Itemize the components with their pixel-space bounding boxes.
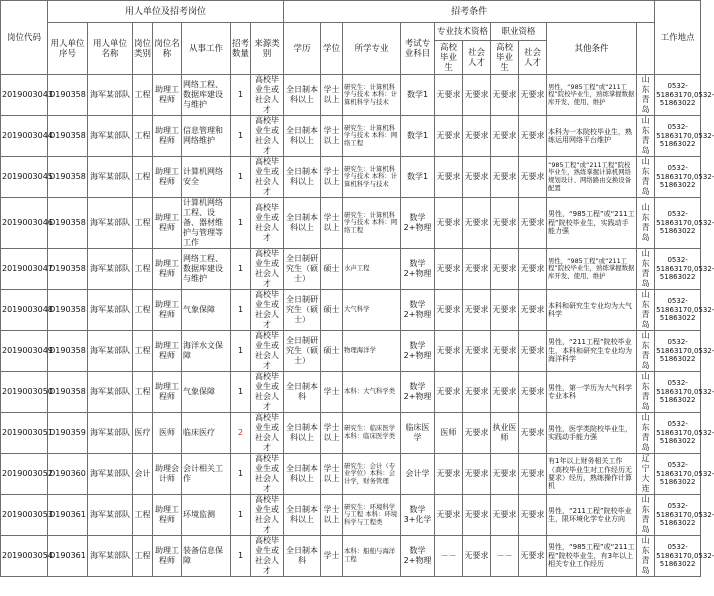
tech-social-cell: 无要求: [463, 157, 491, 198]
post-name-cell: 助理工程师: [153, 75, 182, 116]
degree-cell: 学士以上: [321, 75, 343, 116]
other-conditions-cell: 男性，“211工程”院校毕业生，本科和研究生专业均为海洋科学: [547, 331, 637, 372]
major-cell: 物理海洋学: [343, 331, 401, 372]
work-place-cell: 山东青岛: [637, 157, 655, 198]
header-exam-subject: 考试专业科目: [401, 23, 435, 75]
exam-subject-cell: 数学1: [401, 75, 435, 116]
unit-name-cell: 海军某部队: [88, 249, 133, 290]
table-row: [1, 157, 701, 198]
major-cell: 研究生：环境科学与工程 本科：环境科学与工程类: [343, 495, 401, 536]
header-group-conditions: 招考条件: [284, 1, 655, 23]
other-conditions-cell: 男性，“985工程”或“211工程”院校毕业生，熟练掌握数据库开发、使用、维护: [547, 249, 637, 290]
post-type-cell: 工程: [133, 116, 153, 157]
education-cell: 全日制研究生（硕士）: [284, 249, 321, 290]
position-code-cell: 2019003051: [1, 413, 48, 454]
header-unit-seq: 用人单位序号: [48, 23, 88, 75]
post-name-cell: 助理工程师: [153, 249, 182, 290]
table-row: [1, 198, 701, 249]
header-work-place: 工作地点: [655, 1, 701, 75]
job-social-cell: 无要求: [519, 198, 547, 249]
post-type-cell: 医疗: [133, 413, 153, 454]
tech-graduate-cell: －－: [435, 536, 463, 577]
tech-social-cell: 无要求: [463, 198, 491, 249]
job-graduate-cell: 无要求: [491, 157, 519, 198]
education-cell: 全日制本科以上: [284, 75, 321, 116]
header-group-unit: 用人单位及招考岗位: [48, 1, 284, 23]
unit-seq-cell: D190358: [48, 157, 88, 198]
work-place-cell: 山东青岛: [637, 116, 655, 157]
education-cell: 全日制本科以上: [284, 157, 321, 198]
work-cell: 气象保障: [182, 372, 231, 413]
phone-cell: 0532-51863170,0532-51863022: [655, 116, 701, 157]
unit-name-cell: 海军某部队: [88, 198, 133, 249]
post-name-cell: 助理工程师: [153, 536, 182, 577]
job-social-cell: 无要求: [519, 290, 547, 331]
major-cell: 研究生：临床医学 本科：临床医学类: [343, 413, 401, 454]
position-code-cell: 2019003044: [1, 116, 48, 157]
post-type-cell: 工程: [133, 495, 153, 536]
post-name-cell: 助理工程师: [153, 198, 182, 249]
header-tech-graduate: 高校毕业生: [435, 41, 463, 75]
other-conditions-cell: “985工程”或“211工程”院校毕业生，熟练掌握计算机网络规划设计、网络路由交换设备配置: [547, 157, 637, 198]
job-social-cell: 无要求: [519, 495, 547, 536]
unit-name-cell: 海军某部队: [88, 372, 133, 413]
job-graduate-cell: 无要求: [491, 290, 519, 331]
post-name-cell: 助理工程师: [153, 116, 182, 157]
exam-subject-cell: 数学2+物理: [401, 290, 435, 331]
major-cell: 本科：船舶与海洋工程: [343, 536, 401, 577]
tech-graduate-cell: 无要求: [435, 331, 463, 372]
post-type-cell: 工程: [133, 198, 153, 249]
table-row: [1, 372, 701, 413]
source-cell: 高校毕业生或社会人才: [251, 249, 284, 290]
post-name-cell: 助理工程师: [153, 290, 182, 331]
tech-graduate-cell: 无要求: [435, 454, 463, 495]
phone-cell: 0532-51863170,0532-51863022: [655, 454, 701, 495]
tech-social-cell: 无要求: [463, 331, 491, 372]
phone-cell: 0532-51863170,0532-51863022: [655, 157, 701, 198]
tech-social-cell: 无要求: [463, 454, 491, 495]
unit-seq-cell: D190358: [48, 290, 88, 331]
job-graduate-cell: 无要求: [491, 198, 519, 249]
unit-seq-cell: D190361: [48, 495, 88, 536]
exam-subject-cell: 数学1: [401, 116, 435, 157]
work-place-cell: 山东青岛: [637, 536, 655, 577]
job-social-cell: 无要求: [519, 116, 547, 157]
quota-cell: 2: [231, 413, 251, 454]
work-place-cell: 山东青岛: [637, 75, 655, 116]
quota-cell: 1: [231, 454, 251, 495]
work-place-cell: 山东青岛: [637, 413, 655, 454]
post-name-cell: 助理工程师: [153, 157, 182, 198]
tech-social-cell: 无要求: [463, 536, 491, 577]
header-major: 所学专业: [343, 23, 401, 75]
education-cell: 全日制本科以上: [284, 198, 321, 249]
tech-graduate-cell: 无要求: [435, 290, 463, 331]
tech-graduate-cell: 无要求: [435, 495, 463, 536]
degree-cell: 学士: [321, 372, 343, 413]
post-type-cell: 工程: [133, 249, 153, 290]
phone-cell: 0532-51863170,0532-51863022: [655, 413, 701, 454]
table-row: [1, 290, 701, 331]
education-cell: 全日制本科以上: [284, 116, 321, 157]
source-cell: 高校毕业生或社会人才: [251, 290, 284, 331]
education-cell: 全日制本科: [284, 536, 321, 577]
job-graduate-cell: －－: [491, 536, 519, 577]
degree-cell: 硕士: [321, 331, 343, 372]
unit-seq-cell: D190358: [48, 331, 88, 372]
unit-seq-cell: D190358: [48, 198, 88, 249]
quota-cell: 1: [231, 290, 251, 331]
unit-name-cell: 海军某部队: [88, 413, 133, 454]
unit-name-cell: 海军某部队: [88, 116, 133, 157]
unit-name-cell: 海军某部队: [88, 536, 133, 577]
position-code-cell: 2019003052: [1, 454, 48, 495]
unit-name-cell: 海军某部队: [88, 495, 133, 536]
tech-graduate-cell: 无要求: [435, 198, 463, 249]
degree-cell: 学士以上: [321, 413, 343, 454]
post-type-cell: 工程: [133, 157, 153, 198]
unit-seq-cell: D190358: [48, 116, 88, 157]
work-place-cell: 山东青岛: [637, 198, 655, 249]
other-conditions-cell: 本科为一本院校毕业生，熟练运用网络平台维护: [547, 116, 637, 157]
work-cell: 装备信息保障: [182, 536, 231, 577]
exam-subject-cell: 数学2+物理: [401, 249, 435, 290]
position-code-cell: 2019003047: [1, 249, 48, 290]
job-graduate-cell: 无要求: [491, 495, 519, 536]
table-row: [1, 495, 701, 536]
job-graduate-cell: 无要求: [491, 331, 519, 372]
job-social-cell: 无要求: [519, 331, 547, 372]
job-graduate-cell: 执业医师: [491, 413, 519, 454]
work-place-cell: 辽宁大连: [637, 454, 655, 495]
quota-cell: 1: [231, 495, 251, 536]
unit-name-cell: 海军某部队: [88, 331, 133, 372]
job-social-cell: 无要求: [519, 157, 547, 198]
header-job-social: 社会人才: [519, 41, 547, 75]
header-quota: 招考数量: [231, 23, 251, 75]
source-cell: 高校毕业生或社会人才: [251, 116, 284, 157]
source-cell: 高校毕业生或社会人才: [251, 454, 284, 495]
major-cell: 研究生：计算机科学与技术 本科：网络工程: [343, 116, 401, 157]
post-type-cell: 工程: [133, 75, 153, 116]
source-cell: 高校毕业生或社会人才: [251, 157, 284, 198]
post-type-cell: 工程: [133, 536, 153, 577]
quota-cell: 1: [231, 372, 251, 413]
post-type-cell: 工程: [133, 331, 153, 372]
tech-graduate-cell: 医师: [435, 413, 463, 454]
post-name-cell: 助理会计师: [153, 454, 182, 495]
tech-social-cell: 无要求: [463, 495, 491, 536]
other-conditions-cell: 男性，第一学历为大气科学专业本科: [547, 372, 637, 413]
header-tech-qualification: 专业技术资格: [435, 23, 491, 41]
source-cell: 高校毕业生或社会人才: [251, 198, 284, 249]
phone-cell: 0532-51863170,0532-51863022: [655, 331, 701, 372]
post-name-cell: 助理工程师: [153, 372, 182, 413]
header-education: 学历: [284, 23, 321, 75]
education-cell: 全日制研究生（硕士）: [284, 331, 321, 372]
unit-name-cell: 海军某部队: [88, 454, 133, 495]
work-cell: 会计相关工作: [182, 454, 231, 495]
unit-seq-cell: D190358: [48, 249, 88, 290]
major-cell: 研究生：计算机科学与技术 本科：计算机科学与技术: [343, 75, 401, 116]
tech-social-cell: 无要求: [463, 413, 491, 454]
job-social-cell: 无要求: [519, 536, 547, 577]
tech-social-cell: 无要求: [463, 249, 491, 290]
other-conditions-cell: 男性，“985工程”或“211工程”院校毕业生，有3年以上相关专业工作经历: [547, 536, 637, 577]
tech-graduate-cell: 无要求: [435, 249, 463, 290]
work-place-cell: 山东青岛: [637, 372, 655, 413]
work-cell: 气象保障: [182, 290, 231, 331]
tech-graduate-cell: 无要求: [435, 75, 463, 116]
position-code-cell: 2019003049: [1, 331, 48, 372]
job-graduate-cell: 无要求: [491, 249, 519, 290]
phone-cell: 0532-51863170,0532-51863022: [655, 290, 701, 331]
post-type-cell: 工程: [133, 290, 153, 331]
post-type-cell: 会计: [133, 454, 153, 495]
job-social-cell: 无要求: [519, 372, 547, 413]
degree-cell: 硕士: [321, 290, 343, 331]
header-tech-social: 社会人才: [463, 41, 491, 75]
other-conditions-cell: 男性，“985工程”或“211工程”院校毕业生，实践动手能力强: [547, 198, 637, 249]
job-social-cell: 无要求: [519, 75, 547, 116]
exam-subject-cell: 数学2+物理: [401, 372, 435, 413]
source-cell: 高校毕业生或社会人才: [251, 536, 284, 577]
education-cell: 全日制研究生（硕士）: [284, 290, 321, 331]
other-conditions-cell: 男性，医学类院校毕业生，实践动手能力强: [547, 413, 637, 454]
degree-cell: 硕士: [321, 249, 343, 290]
other-conditions-cell: 男性，“985工程”或“211工程”院校毕业生，熟练掌握数据库开发、使用、维护: [547, 75, 637, 116]
phone-cell: 0532-51863170,0532-51863022: [655, 372, 701, 413]
exam-subject-cell: 会计学: [401, 454, 435, 495]
exam-subject-cell: 数学3+化学: [401, 495, 435, 536]
unit-name-cell: 海军某部队: [88, 157, 133, 198]
source-cell: 高校毕业生或社会人才: [251, 75, 284, 116]
exam-subject-cell: 数学1: [401, 157, 435, 198]
work-cell: 信息管理和网络维护: [182, 116, 231, 157]
quota-cell: 1: [231, 198, 251, 249]
table-row: [1, 536, 701, 577]
other-conditions-cell: 男性，“211工程”院校毕业生，限环境化学专业方向: [547, 495, 637, 536]
position-code-cell: 2019003045: [1, 157, 48, 198]
unit-seq-cell: D190358: [48, 372, 88, 413]
phone-cell: 0532-51863170,0532-51863022: [655, 75, 701, 116]
degree-cell: 学士以上: [321, 157, 343, 198]
phone-cell: 0532-51863170,0532-51863022: [655, 536, 701, 577]
major-cell: 大气科学: [343, 290, 401, 331]
unit-seq-cell: D190360: [48, 454, 88, 495]
education-cell: 全日制本科: [284, 372, 321, 413]
header-source: 来源类别: [251, 23, 284, 75]
unit-seq-cell: D190358: [48, 75, 88, 116]
header-unit-name: 用人单位名称: [88, 23, 133, 75]
work-cell: 环境监测: [182, 495, 231, 536]
tech-graduate-cell: 无要求: [435, 116, 463, 157]
work-place-cell: 山东青岛: [637, 290, 655, 331]
post-name-cell: 助理工程师: [153, 495, 182, 536]
table-row: [1, 116, 701, 157]
header-post-name: 岗位名称: [153, 23, 182, 75]
unit-name-cell: 海军某部队: [88, 290, 133, 331]
education-cell: 全日制本科以上: [284, 413, 321, 454]
job-social-cell: 无要求: [519, 454, 547, 495]
major-cell: 研究生：会计（专业学位）本科：会计学，财务管理: [343, 454, 401, 495]
position-code-cell: 2019003046: [1, 198, 48, 249]
table-row: [1, 413, 701, 454]
exam-subject-cell: 数学2+物理: [401, 536, 435, 577]
quota-cell: 1: [231, 75, 251, 116]
table-row: [1, 454, 701, 495]
position-code-cell: 2019003053: [1, 495, 48, 536]
position-code-cell: 2019003054: [1, 536, 48, 577]
unit-seq-cell: D190361: [48, 536, 88, 577]
phone-cell: 0532-51863170,0532-51863022: [655, 495, 701, 536]
education-cell: 全日制本科以上: [284, 454, 321, 495]
quota-cell: 1: [231, 249, 251, 290]
job-graduate-cell: 无要求: [491, 75, 519, 116]
work-cell: 临床医疗: [182, 413, 231, 454]
source-cell: 高校毕业生或社会人才: [251, 413, 284, 454]
major-cell: 本科：大气科学类: [343, 372, 401, 413]
tech-graduate-cell: 无要求: [435, 157, 463, 198]
quota-cell: 1: [231, 116, 251, 157]
phone-cell: 0532-51863170,0532-51863022: [655, 249, 701, 290]
work-place-cell: 山东青岛: [637, 331, 655, 372]
degree-cell: 学士: [321, 536, 343, 577]
source-cell: 高校毕业生或社会人才: [251, 331, 284, 372]
post-name-cell: 助理工程师: [153, 331, 182, 372]
position-code-cell: 2019003048: [1, 290, 48, 331]
tech-social-cell: 无要求: [463, 372, 491, 413]
other-conditions-cell: 本科和研究生专业均为大气科学: [547, 290, 637, 331]
exam-subject-cell: 数学2+物理: [401, 198, 435, 249]
work-place-cell: 山东青岛: [637, 249, 655, 290]
other-conditions-cell: 有1年以上财务相关工作（高校毕业生对工作经历无要求）经历，熟练操作计算机: [547, 454, 637, 495]
tech-graduate-cell: 无要求: [435, 372, 463, 413]
post-type-cell: 工程: [133, 372, 153, 413]
exam-subject-cell: 临床医学: [401, 413, 435, 454]
degree-cell: 学士以上: [321, 116, 343, 157]
job-social-cell: 无要求: [519, 413, 547, 454]
phone-cell: 0532-51863170,0532-51863022: [655, 198, 701, 249]
work-cell: 网络工程、数据库建设与维护: [182, 249, 231, 290]
post-name-cell: 医师: [153, 413, 182, 454]
work-cell: 网络工程、数据库建设与维护: [182, 75, 231, 116]
position-code-cell: 2019003043: [1, 75, 48, 116]
unit-seq-cell: D190359: [48, 413, 88, 454]
work-cell: 计算机网络安全: [182, 157, 231, 198]
header-position-code: 岗位代码: [1, 1, 48, 75]
degree-cell: 学士以上: [321, 454, 343, 495]
education-cell: 全日制本科以上: [284, 495, 321, 536]
header-job-qualification: 职业资格: [491, 23, 547, 41]
major-cell: 研究生：计算机科学与技术 本科：网络工程: [343, 198, 401, 249]
unit-name-cell: 海军某部队: [88, 75, 133, 116]
work-cell: 计算机网络工程、设备、器材维护与管理等工作: [182, 198, 231, 249]
source-cell: 高校毕业生或社会人才: [251, 372, 284, 413]
job-graduate-cell: 无要求: [491, 454, 519, 495]
job-social-cell: 无要求: [519, 249, 547, 290]
header-job-graduate: 高校毕业生: [491, 41, 519, 75]
position-code-cell: 2019003050: [1, 372, 48, 413]
source-cell: 高校毕业生或社会人才: [251, 495, 284, 536]
header-degree: 学位: [321, 23, 343, 75]
header-other-conditions: 其他条件: [547, 23, 637, 75]
tech-social-cell: 无要求: [463, 75, 491, 116]
table-body: [1, 75, 714, 577]
job-graduate-cell: 无要求: [491, 372, 519, 413]
header-post-type: 岗位类别: [133, 23, 153, 75]
major-cell: 研究生：计算机科学与技术 本科：计算机科学与技术: [343, 157, 401, 198]
quota-cell: 1: [231, 157, 251, 198]
quota-cell: 1: [231, 536, 251, 577]
job-graduate-cell: 无要求: [491, 116, 519, 157]
work-place-cell: 山东青岛: [637, 495, 655, 536]
tech-social-cell: 无要求: [463, 116, 491, 157]
table-row: [1, 249, 701, 290]
table-row: [1, 75, 701, 116]
degree-cell: 学士以上: [321, 495, 343, 536]
major-cell: 水声工程: [343, 249, 401, 290]
tech-social-cell: 无要求: [463, 290, 491, 331]
quota-cell: 1: [231, 331, 251, 372]
exam-subject-cell: 数学2+物理: [401, 331, 435, 372]
work-cell: 海洋水文保障: [182, 331, 231, 372]
header-work: 从事工作: [182, 23, 231, 75]
degree-cell: 学士以上: [321, 198, 343, 249]
table-row: [1, 331, 701, 372]
